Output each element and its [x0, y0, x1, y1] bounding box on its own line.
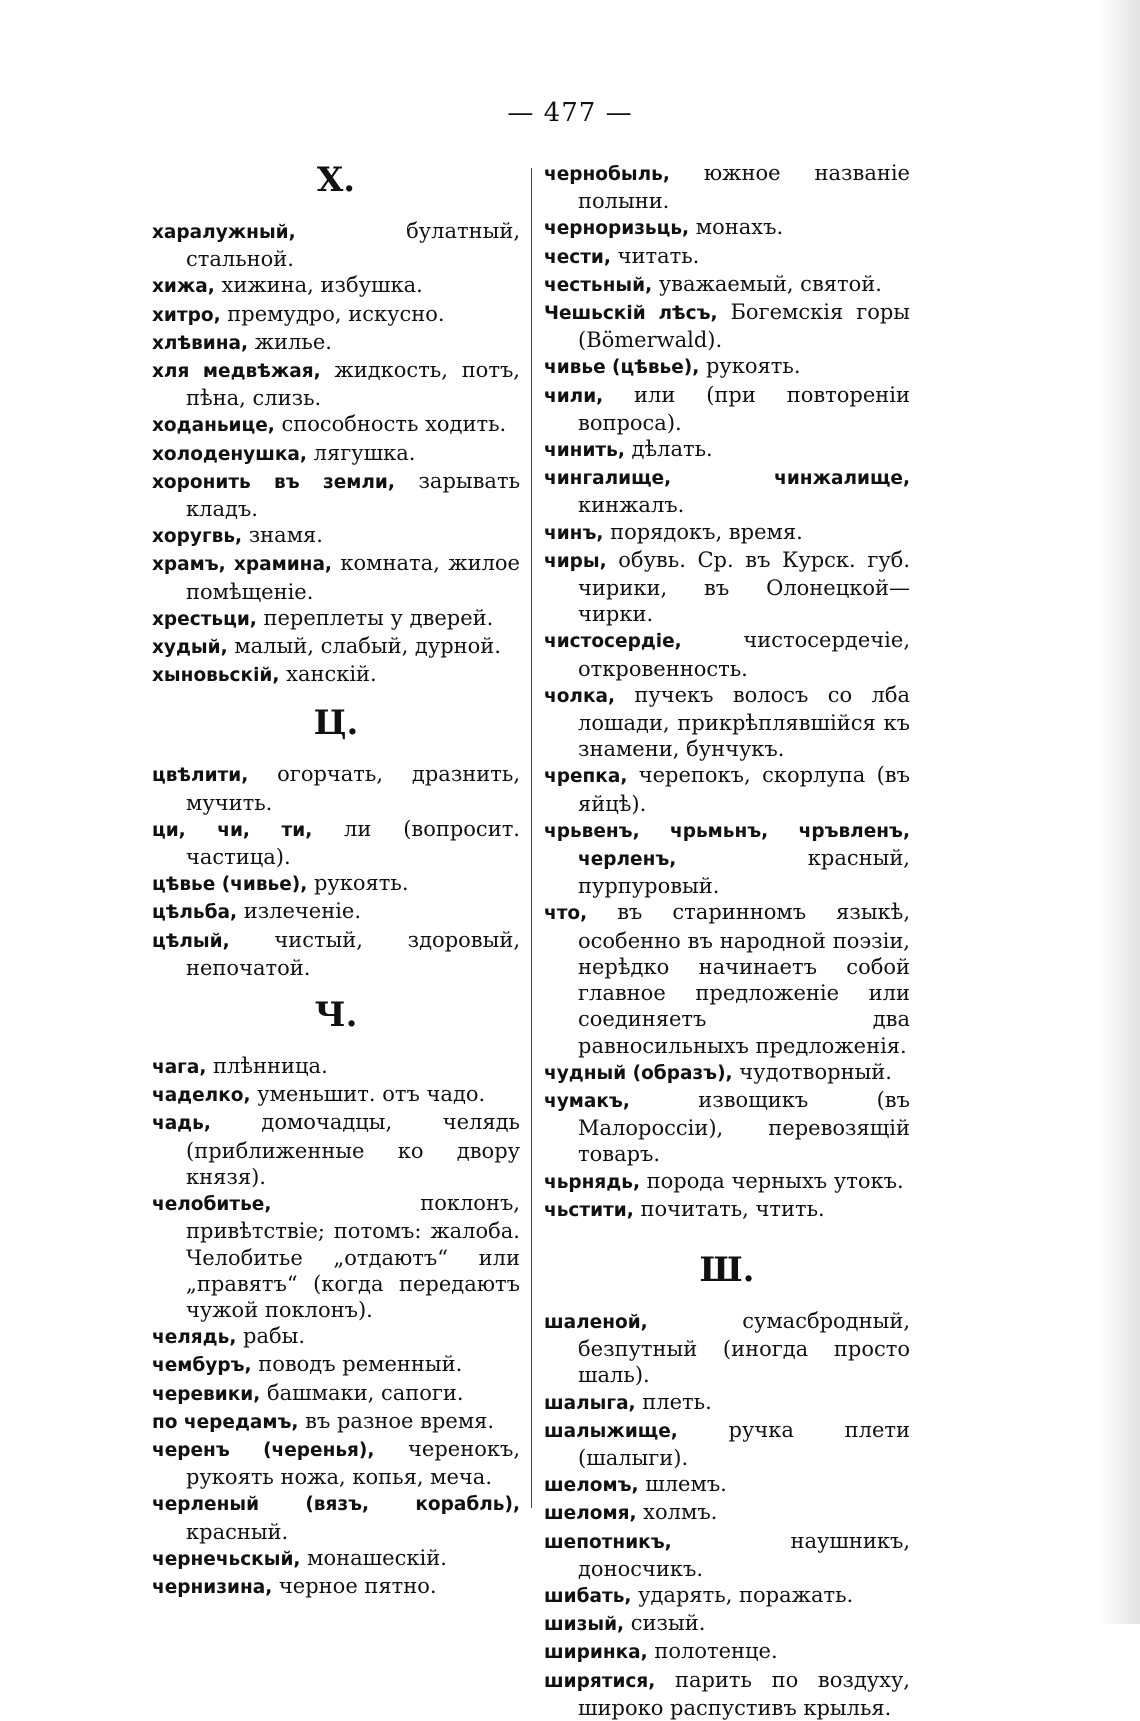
- glossary-entry: [544, 899, 910, 1058]
- entry-definition: Богемскія горы (Bömerwald).: [578, 300, 910, 353]
- section-letter-heading: Ш.: [699, 1249, 755, 1290]
- entry-headword: хыновьскій,: [152, 665, 280, 687]
- entry-headword: шибать,: [544, 1585, 632, 1607]
- glossary-entry: [544, 299, 910, 353]
- entry-definition: ханскій.: [279, 662, 377, 687]
- glossary-entry: [152, 605, 520, 633]
- entry-definition: чистосердечіе, откровенность.: [578, 628, 910, 681]
- entry-definition: булатный, стальной.: [186, 219, 520, 272]
- entry-definition: порядокъ, время.: [603, 519, 803, 544]
- left-column: [152, 160, 520, 1601]
- entry-headword: чернобыль,: [544, 164, 670, 185]
- glossary-entry: [152, 1053, 520, 1081]
- entry-headword: чинить,: [544, 440, 625, 462]
- entry-headword: чумакъ,: [544, 1090, 630, 1112]
- entry-headword: цѣвье (чивье),: [152, 874, 308, 896]
- glossary-entry: [544, 817, 910, 900]
- glossary-entry: [152, 1436, 520, 1490]
- glossary-entry: [544, 1059, 910, 1087]
- entry-definition: ударять, поражать.: [631, 1582, 854, 1607]
- right-column: [544, 160, 910, 1721]
- entry-definition: башмаки, сапоги.: [260, 1380, 464, 1405]
- entry-headword: цѣльба,: [152, 902, 238, 924]
- entry-headword: чернизина,: [152, 1576, 273, 1598]
- entry-definition: пучекъ волосъ со лба лошади, прикрѣплявшійся къ знамени, бунчукъ.: [578, 682, 910, 762]
- entry-definition: премудро, искусно.: [220, 301, 445, 326]
- entry-headword: ширинка,: [544, 1642, 648, 1664]
- entry-headword: цѣлый,: [152, 930, 230, 952]
- entry-headword: ширятися,: [544, 1670, 656, 1692]
- entry-definition: рукоять.: [307, 871, 409, 896]
- glossary-entry: [544, 160, 910, 214]
- entry-headword: цвѣлити,: [152, 765, 249, 787]
- entry-definition: черное пятно.: [272, 1573, 437, 1598]
- glossary-entry: [152, 411, 520, 439]
- entry-headword: чинъ,: [544, 522, 604, 544]
- glossary-entry: [152, 761, 520, 815]
- entry-headword: худый,: [152, 637, 228, 659]
- entry-definition: монашескій.: [300, 1545, 447, 1570]
- entry-definition: малый, слабый, дурной.: [227, 634, 501, 659]
- glossary-entry: [152, 1573, 520, 1601]
- entry-definition: ли (вопросит. частица).: [186, 816, 520, 870]
- entry-definition: почитать, чтить.: [633, 1196, 825, 1221]
- entry-headword: черленый (вязъ, корабль),: [152, 1494, 520, 1516]
- entry-definition: плѣнница.: [206, 1054, 328, 1079]
- entry-headword: чингалище, чинжалище,: [544, 468, 910, 490]
- entry-definition: монахъ.: [689, 215, 784, 240]
- entry-definition: дѣлать.: [624, 437, 713, 462]
- glossary-entry: [544, 1610, 910, 1638]
- entry-headword: челобитье,: [152, 1194, 272, 1216]
- entry-definition: хижина, избушка.: [214, 273, 423, 298]
- entry-definition: ручка плети (шалыги).: [578, 1417, 910, 1470]
- glossary-entry: [544, 243, 910, 271]
- section-letter-heading: Х.: [316, 160, 356, 200]
- glossary-entry: [152, 1490, 520, 1544]
- entry-definition: уменьшит. отъ чадо.: [250, 1082, 486, 1107]
- entry-definition: жидкость, потъ, пѣна, слизь.: [186, 358, 520, 411]
- entry-definition: черенокъ, рукоять ножа, копья, меча.: [186, 1436, 520, 1490]
- entry-definition: способность ходить.: [274, 412, 507, 437]
- glossary-entry: [152, 550, 520, 604]
- glossary-entry: [544, 1528, 910, 1582]
- entry-headword: черенъ (черенья),: [152, 1439, 375, 1461]
- section-letter-heading: Ч.: [314, 995, 358, 1036]
- glossary-entry: [152, 357, 520, 411]
- entry-headword: хля медвѣжая,: [152, 361, 321, 383]
- glossary-entry: [544, 1471, 910, 1499]
- entry-definition: въ старинномъ языкѣ, особенно въ народной поэзіи, нерѣдко начинаетъ собой главное предложеніе или соединяетъ два равносильныхъ предложенія.: [578, 900, 910, 1058]
- entry-headword: чести,: [544, 246, 611, 268]
- entry-definition: домочадцы, челядь (приближенные ко двору князя).: [186, 1110, 520, 1189]
- glossary-entry: [152, 1109, 520, 1190]
- glossary-entry: [152, 870, 520, 898]
- entry-headword: что,: [544, 903, 588, 925]
- glossary-entry: [544, 1168, 910, 1196]
- entry-headword: чембуръ,: [152, 1355, 252, 1377]
- entry-definition: въ разное время.: [298, 1408, 495, 1433]
- entry-definition: сумасбродный, безпутный (иногда просто шаль).: [578, 1308, 910, 1388]
- entry-headword: честьный,: [544, 274, 653, 296]
- glossary-entry: [544, 1638, 910, 1666]
- glossary-entry: [152, 301, 520, 329]
- glossary-entry: [152, 898, 520, 926]
- entry-definition: парить по воздуху, широко распустивъ крылья.: [578, 1667, 910, 1720]
- glossary-entry: [544, 464, 910, 518]
- entry-definition: обувь. Ср. въ Курск. губ. чирики, въ Олонецкой—чирки.: [578, 547, 910, 627]
- entry-definition: поводъ ременный.: [251, 1352, 463, 1377]
- glossary-entry: [152, 1408, 520, 1436]
- entry-headword: чьстити,: [544, 1199, 634, 1221]
- glossary-entry: [152, 272, 520, 300]
- glossary-entry: [152, 661, 520, 689]
- glossary-entry: [152, 633, 520, 661]
- entry-headword: шизый,: [544, 1614, 625, 1636]
- glossary-entry: [544, 1389, 910, 1417]
- entry-definition: огорчать, дразнить, мучить.: [186, 762, 520, 815]
- entry-headword: хоронить въ земли,: [152, 471, 395, 493]
- entry-headword: по чередамъ,: [152, 1411, 299, 1433]
- glossary-entry: [544, 1196, 910, 1224]
- glossary-entry: [544, 627, 910, 681]
- entry-headword: чили,: [544, 385, 604, 407]
- entry-headword: чадь,: [152, 1113, 211, 1135]
- glossary-entry: [152, 927, 520, 981]
- entry-headword: чрьвенъ, чрьмьнъ, чръвленъ, черленъ,: [544, 820, 910, 871]
- entry-headword: шеломъ,: [544, 1475, 639, 1497]
- glossary-entry: [152, 1545, 520, 1573]
- entry-headword: чьрнядь,: [544, 1171, 640, 1193]
- entry-definition: сизый.: [624, 1611, 706, 1636]
- glossary-entry: [544, 1087, 910, 1168]
- entry-headword: хрестьци,: [152, 608, 257, 630]
- entry-headword: шалыжище,: [544, 1420, 678, 1442]
- entry-definition: черепокъ, скорлупа (въ яйцѣ).: [578, 763, 910, 816]
- entry-headword: чиры,: [544, 550, 607, 572]
- glossary-entry: [152, 816, 520, 870]
- glossary-entry: [544, 271, 910, 299]
- entry-definition: порода черныхъ утокъ.: [639, 1168, 904, 1193]
- glossary-entry: [152, 218, 520, 272]
- entry-headword: чернечьскый,: [152, 1548, 301, 1570]
- glossary-entry: [152, 440, 520, 468]
- entry-definition: зарывать кладъ.: [186, 468, 520, 522]
- glossary-entry: [544, 762, 910, 816]
- entry-headword: хоругвь,: [152, 526, 243, 548]
- glossary-entry: [544, 353, 910, 381]
- entry-definition: полотенце.: [647, 1639, 778, 1664]
- glossary-entry: [544, 1499, 910, 1527]
- glossary-entry: [152, 522, 520, 550]
- entry-headword: чрепка,: [544, 766, 628, 788]
- entry-headword: шепотникъ,: [544, 1531, 672, 1553]
- entry-definition: знамя.: [242, 523, 323, 548]
- entry-definition: переплеты у дверей.: [256, 605, 494, 630]
- entry-definition: шлемъ.: [638, 1472, 727, 1497]
- glossary-entry: [544, 682, 910, 763]
- entry-headword: чага,: [152, 1057, 207, 1079]
- entry-headword: шеломя,: [544, 1503, 637, 1525]
- entry-definition: красный.: [186, 1519, 289, 1544]
- entry-headword: ходаньице,: [152, 415, 275, 437]
- entry-headword: чудный (образъ),: [544, 1062, 733, 1084]
- entry-headword: чаделко,: [152, 1085, 251, 1107]
- entry-headword: хитро,: [152, 304, 221, 326]
- glossary-entry: [544, 547, 910, 628]
- entry-headword: челядь,: [152, 1327, 237, 1349]
- glossary-entry: [152, 1351, 520, 1379]
- entry-headword: храмъ, храмина,: [152, 554, 332, 576]
- entry-headword: Чешьскій лѣсъ,: [544, 303, 718, 325]
- entry-definition: уважаемый, святой.: [652, 271, 882, 296]
- entry-headword: черноризьць,: [544, 218, 690, 240]
- column-divider: [531, 168, 532, 1508]
- glossary-entry: [152, 468, 520, 522]
- entry-definition: рабы.: [236, 1324, 306, 1349]
- glossary-entry: [152, 1323, 520, 1351]
- entry-definition: поклонъ, привѣтствіе; потомъ: жалоба. Челобитье „отдаютъ“ или „правятъ“ (когда передаютъ чужой поклонъ).: [186, 1191, 520, 1322]
- entry-headword: шаленой,: [544, 1311, 648, 1333]
- glossary-entry: [152, 1190, 520, 1323]
- entry-definition: чудотворный.: [732, 1059, 892, 1084]
- entry-headword: черевики,: [152, 1383, 261, 1405]
- entry-headword: хижа,: [152, 276, 215, 298]
- entry-definition: жилье.: [248, 329, 332, 354]
- entry-definition: или (при повтореніи вопроса).: [578, 382, 910, 435]
- entry-definition: холмъ.: [636, 1500, 718, 1525]
- entry-definition: красный, пурпуровый.: [578, 846, 910, 899]
- entry-definition: южное названіе полыни.: [578, 161, 910, 214]
- glossary-entry: [152, 329, 520, 357]
- entry-definition: комната, жилое помѣщеніе.: [186, 551, 520, 604]
- entry-definition: рукоять.: [699, 354, 801, 379]
- glossary-entry: [544, 1417, 910, 1471]
- entry-headword: холоденушка,: [152, 443, 307, 465]
- glossary-entry: [152, 1081, 520, 1109]
- section-letter-heading: Ц.: [313, 703, 359, 744]
- entry-definition: извощикъ (въ Малороссіи), перевозящій товаръ.: [578, 1087, 910, 1167]
- entry-headword: харалужный,: [152, 222, 296, 243]
- page-number: — 477 —: [507, 98, 633, 128]
- entry-definition: читать.: [610, 243, 700, 268]
- glossary-entry: [544, 519, 910, 547]
- glossary-entry: [544, 1308, 910, 1389]
- entry-definition: наушникъ, доносчикъ.: [578, 1528, 910, 1581]
- entry-headword: ци, чи, ти,: [152, 819, 313, 841]
- entry-definition: чистый, здоровый, непочатой.: [186, 927, 520, 980]
- entry-definition: плеть.: [635, 1389, 712, 1414]
- entry-headword: чолка,: [544, 685, 616, 707]
- glossary-entry: [544, 436, 910, 464]
- scan-edge-shadow: [1100, 0, 1140, 1624]
- entry-definition: кинжалъ.: [578, 493, 685, 518]
- glossary-entry: [152, 1380, 520, 1408]
- entry-headword: чивье (цѣвье),: [544, 357, 700, 379]
- entry-headword: хлѣвина,: [152, 332, 249, 354]
- entry-definition: излеченіе.: [237, 899, 362, 924]
- glossary-entry: [544, 1582, 910, 1610]
- glossary-entry: [544, 1667, 910, 1721]
- glossary-entry: [544, 382, 910, 436]
- glossary-entry: [544, 214, 910, 242]
- entry-headword: чистосердіе,: [544, 631, 682, 653]
- entry-headword: шалыга,: [544, 1392, 636, 1414]
- entry-definition: лягушка.: [306, 440, 416, 465]
